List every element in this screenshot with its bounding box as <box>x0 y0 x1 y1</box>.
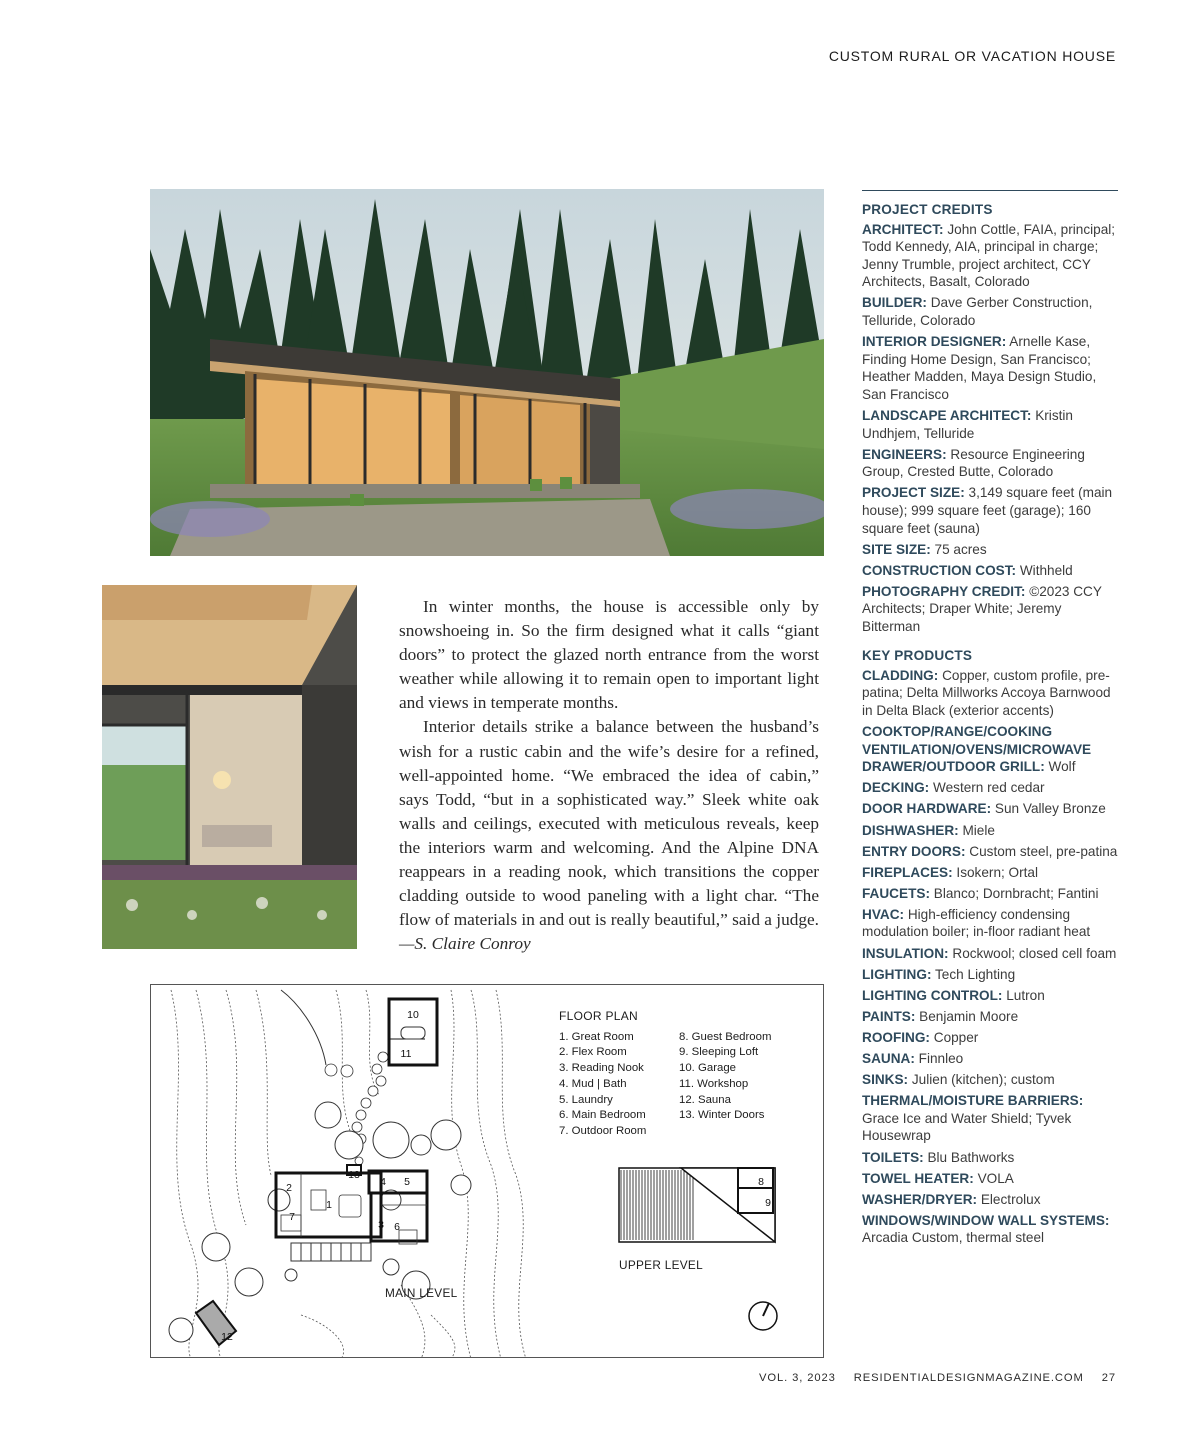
credit-entry <box>862 1191 1118 1209</box>
credit-value: VOLA <box>977 1170 1014 1186</box>
credit-value: Wolf <box>1048 759 1076 775</box>
credit-value: Finnleo <box>918 1051 964 1067</box>
upper-level-label: UPPER LEVEL <box>619 1258 703 1272</box>
key-products-list <box>862 667 1118 1247</box>
credit-label: LANDSCAPE ARCHITECT: <box>862 408 1032 424</box>
credit-value: Sun Valley Bronze <box>994 801 1106 817</box>
credit-label: DISHWASHER: <box>862 822 959 838</box>
credit-label: SAUNA: <box>862 1051 915 1067</box>
section-label: CUSTOM RURAL OR VACATION HOUSE <box>828 48 1116 64</box>
credit-value: Arnelle Kase, Finding Home Design, San Francisco; Heather Madden, Maya Design Studio, San Francisco <box>862 334 1097 402</box>
credit-entry <box>862 1029 1118 1047</box>
credit-entry <box>862 1170 1118 1188</box>
credit-label: LIGHTING CONTROL: <box>862 987 1003 1003</box>
credit-entry <box>862 864 1118 882</box>
article-body <box>399 595 819 956</box>
credit-value: Arcadia Custom, thermal steel <box>862 1230 1045 1246</box>
credit-label: ARCHITECT: <box>862 221 944 237</box>
credit-entry <box>862 667 1118 720</box>
credit-entry <box>862 1092 1118 1145</box>
credit-value: ©2023 CCY Architects; Draper White; Jeremy Bitterman <box>862 583 1102 635</box>
room-number: 8 <box>758 1176 764 1188</box>
legend-item: 3. Reading Nook <box>559 1062 644 1075</box>
project-credits-list <box>862 221 1118 636</box>
credit-entry <box>862 562 1118 580</box>
legend-item: 6. Main Bedroom <box>559 1109 646 1122</box>
credit-label: SITE SIZE: <box>862 541 931 557</box>
credit-value: Tech Lighting <box>935 966 1016 982</box>
credits-column <box>862 190 1118 1250</box>
credit-entry <box>862 843 1118 861</box>
room-number: 7 <box>289 1211 295 1223</box>
credit-value: Resource Engineering Group, Crested Butte, Colorado <box>862 446 1085 480</box>
page-number: 27 <box>1101 1372 1116 1384</box>
legend-item: 10. Garage <box>679 1062 736 1075</box>
credit-label: LIGHTING: <box>862 966 932 982</box>
credit-value: Blanco; Dornbracht; Fantini <box>933 885 1099 901</box>
credit-value: Isokern; Ortal <box>956 864 1039 880</box>
credit-entry <box>862 966 1118 984</box>
credit-label: SINKS: <box>862 1072 909 1088</box>
credit-label: TOWEL HEATER: <box>862 1170 974 1186</box>
legend-item: 5. Laundry <box>559 1093 613 1106</box>
credit-label: COOKTOP/RANGE/COOKING VENTILATION/OVENS/MICROWAVE DRAWER/OUTDOOR GRILL: <box>862 724 1092 775</box>
credit-label: FAUCETS: <box>862 885 930 901</box>
credit-label: ENGINEERS: <box>862 446 947 462</box>
article-paragraph: In winter months, the house is accessible only by snowshoeing in. So the firm designed what it calls “giant doors” to protect the glazed north entrance from the worst weather while allowing it to remain open to important light and views in temperate months. <box>399 597 819 713</box>
credit-entry <box>862 294 1118 329</box>
credit-entry <box>862 987 1118 1005</box>
credit-label: BUILDER: <box>862 295 927 311</box>
legend-item: 13. Winter Doors <box>679 1109 765 1122</box>
legend-item: 2. Flex Room <box>559 1046 627 1059</box>
credit-entry <box>862 723 1118 776</box>
credit-label: THERMAL/MOISTURE BARRIERS: <box>862 1093 1084 1109</box>
credit-entry <box>862 906 1118 941</box>
credit-value: Copper <box>933 1029 979 1045</box>
credit-label: INSULATION: <box>862 945 949 961</box>
credit-label: WINDOWS/WINDOW WALL SYSTEMS: <box>862 1212 1110 1228</box>
credit-label: FIREPLACES: <box>862 864 953 880</box>
footer-volume: VOL. 3, 2023 <box>758 1372 836 1384</box>
credit-label: DECKING: <box>862 780 930 796</box>
credit-value: Withheld <box>1019 562 1073 578</box>
legend-item: 1. Great Room <box>559 1030 634 1043</box>
credit-entry <box>862 1149 1118 1167</box>
credit-entry <box>862 221 1118 291</box>
credit-entry <box>862 1008 1118 1026</box>
room-number: 1 <box>326 1199 332 1211</box>
credit-value: Rockwool; closed cell foam <box>952 945 1117 961</box>
credit-label: TOILETS: <box>862 1149 924 1165</box>
credit-entry <box>862 484 1118 537</box>
credit-entry <box>862 407 1118 442</box>
credit-label: PHOTOGRAPHY CREDIT: <box>862 583 1026 599</box>
credit-entry <box>862 800 1118 818</box>
legend-item: 4. Mud | Bath <box>559 1077 627 1090</box>
credit-value: Julien (kitchen); custom <box>911 1072 1055 1088</box>
floor-plan-title: FLOOR PLAN <box>559 1009 639 1023</box>
legend-column-right <box>679 1030 785 1140</box>
credit-entry <box>862 541 1118 559</box>
credit-value: Lutron <box>1006 987 1045 1003</box>
credit-label: INTERIOR DESIGNER: <box>862 334 1007 350</box>
legend-item: 8. Guest Bedroom <box>679 1030 772 1043</box>
credit-value: Custom steel, pre-patina <box>969 843 1118 859</box>
room-number: 12 <box>221 1331 233 1343</box>
room-number: 3 <box>378 1219 384 1231</box>
credit-label: PROJECT SIZE: <box>862 485 965 501</box>
article-paragraph-text: Interior details strike a balance between the husband’s wish for a rustic cabin and the wife’s desire for a refined, well-appointed home. “We embraced the idea of cabin,” says Todd, “but in a sophisticated way.” Sleek white oak walls and ceilings, executed with meticulous reveals, keep the interiors warm and welcoming. And the Alpine DNA reappears in a reading nook, which transitions the copper cladding outside to wood paneling with a light char. “The flow of materials in and out is really beautiful,” said a judge. <box>399 717 819 930</box>
credit-entry <box>862 333 1118 403</box>
project-credits-heading: PROJECT CREDITS <box>862 202 993 217</box>
credit-value: High-efficiency condensing modulation boiler; in-floor radiant heat <box>862 906 1091 940</box>
credit-label: ENTRY DOORS: <box>862 843 966 859</box>
room-number: 13 <box>348 1169 360 1181</box>
credit-entry <box>862 1212 1118 1247</box>
credits-divider <box>862 190 1118 191</box>
credit-label: PAINTS: <box>862 1008 916 1024</box>
credit-value: Kristin Undhjem, Telluride <box>862 408 1073 441</box>
credit-entry <box>862 779 1118 797</box>
article-paragraph <box>399 715 819 956</box>
credit-entry <box>862 885 1118 903</box>
room-number: 6 <box>394 1221 400 1233</box>
credit-value: Electrolux <box>980 1191 1041 1207</box>
room-number: 11 <box>400 1048 412 1060</box>
room-number: 10 <box>407 1009 419 1021</box>
credit-label: CLADDING: <box>862 667 939 683</box>
credit-value: 3,149 square feet (main house); 999 square feet (garage); 160 square feet (sauna) <box>862 485 1113 536</box>
credit-entry <box>862 945 1118 963</box>
room-number: 2 <box>286 1182 292 1194</box>
floor-plan-figure <box>150 984 824 1358</box>
hero-photo-house-exterior <box>150 189 824 556</box>
credit-value: John Cottle, FAIA, principal; Todd Kennedy, AIA, principal in charge; Jenny Trumble, project architect, CCY Architects, Basalt, Colorado <box>862 221 1116 290</box>
credit-value: Grace Ice and Water Shield; Tyvek Housewrap <box>862 1110 1072 1144</box>
credit-value: Benjamin Moore <box>919 1008 1019 1024</box>
floor-plan-legend <box>559 1009 785 1140</box>
credit-value: Blu Bathworks <box>927 1149 1015 1165</box>
key-products-heading: KEY PRODUCTS <box>862 648 973 664</box>
credit-entry <box>862 822 1118 840</box>
credit-label: WASHER/DRYER: <box>862 1191 978 1207</box>
page-footer <box>745 1372 1116 1384</box>
room-number: 5 <box>404 1176 410 1188</box>
credit-entry <box>862 446 1118 481</box>
author-signature: —S. Claire Conroy <box>399 934 531 954</box>
credit-label: CONSTRUCTION COST: <box>862 562 1017 578</box>
credit-entry <box>862 1071 1118 1089</box>
credit-label: DOOR HARDWARE: <box>862 801 992 817</box>
credit-value: Miele <box>962 822 995 838</box>
legend-item: 12. Sauna <box>679 1093 731 1106</box>
credit-entry <box>862 1050 1118 1068</box>
legend-item: 9. Sleeping Loft <box>679 1046 759 1059</box>
legend-item: 7. Outdoor Room <box>559 1124 647 1137</box>
credit-label: ROOFING: <box>862 1029 930 1045</box>
porch-photo-reading-nook <box>102 585 357 949</box>
legend-column-left <box>559 1030 665 1140</box>
credit-value: Copper, custom profile, pre-patina; Delta Millworks Accoya Barnwood in Delta Black (exterior accents) <box>862 667 1111 718</box>
credit-value: Dave Gerber Construction, Telluride, Colorado <box>862 295 1093 329</box>
footer-site: RESIDENTIALDESIGNMAGAZINE.COM <box>853 1372 1084 1384</box>
credit-value: Western red cedar <box>933 780 1045 796</box>
credit-entry <box>862 583 1118 636</box>
legend-item: 11. Workshop <box>679 1077 749 1090</box>
credit-label: HVAC: <box>862 906 905 922</box>
room-number: 9 <box>765 1197 771 1209</box>
credit-value: 75 acres <box>934 541 987 557</box>
room-number: 4 <box>380 1176 386 1188</box>
main-level-label: MAIN LEVEL <box>385 1286 458 1300</box>
